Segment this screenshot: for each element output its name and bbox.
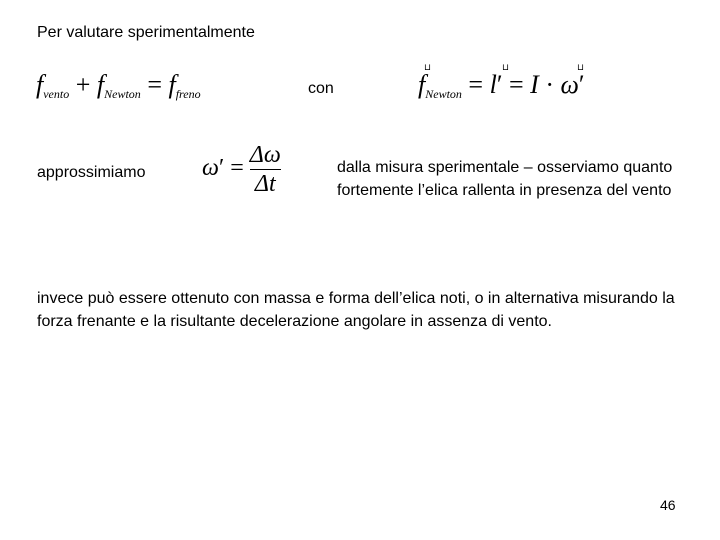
f-freno: ffreno: [168, 70, 201, 101]
page-number: 46: [660, 497, 676, 513]
bottom-paragraph: invece può essere ottenuto con massa e forma dell’elica noti, o in alternativa misurando la forza frenante e la risultante decelerazione angolare in assenza di vento.: [37, 290, 675, 330]
equation-omega-prime: [202, 142, 281, 197]
f-newton: fNewton: [96, 70, 141, 101]
intro-text: Per valutare sperimentalmente: [37, 24, 255, 41]
equals-sign: =: [468, 70, 484, 99]
vector-mark: ⊔: [502, 63, 510, 73]
inertia-i: I: [530, 70, 539, 99]
omega-prime: ω′: [560, 70, 585, 99]
equals-sign: =: [230, 155, 244, 182]
dot-operator: ·: [545, 70, 555, 99]
fraction-numerator: Δω: [249, 142, 281, 168]
equation-force-balance: [36, 70, 201, 100]
vector-mark: ⊔: [577, 63, 585, 73]
f-newton-2: fNewton: [418, 70, 462, 101]
fraction: [250, 142, 281, 197]
equals-sign: =: [509, 70, 524, 99]
fraction-bar: [250, 169, 281, 170]
equation-newton-force: [418, 63, 585, 101]
approx-text: approssimiamo: [37, 164, 146, 181]
measure-paragraph: dalla misura sperimentale – osserviamo quanto fortemente l’elica rallenta in presenza del vento: [337, 159, 673, 199]
f-vento: fvento: [36, 70, 70, 101]
equals-sign: =: [147, 70, 162, 99]
l-prime: l′: [489, 70, 503, 99]
fraction-denominator: Δt: [254, 171, 276, 197]
con-text: con: [308, 80, 334, 97]
plus-sign: +: [75, 70, 91, 99]
vector-mark: ⊔: [424, 63, 432, 73]
omega-prime-lhs: ω′: [202, 155, 225, 182]
